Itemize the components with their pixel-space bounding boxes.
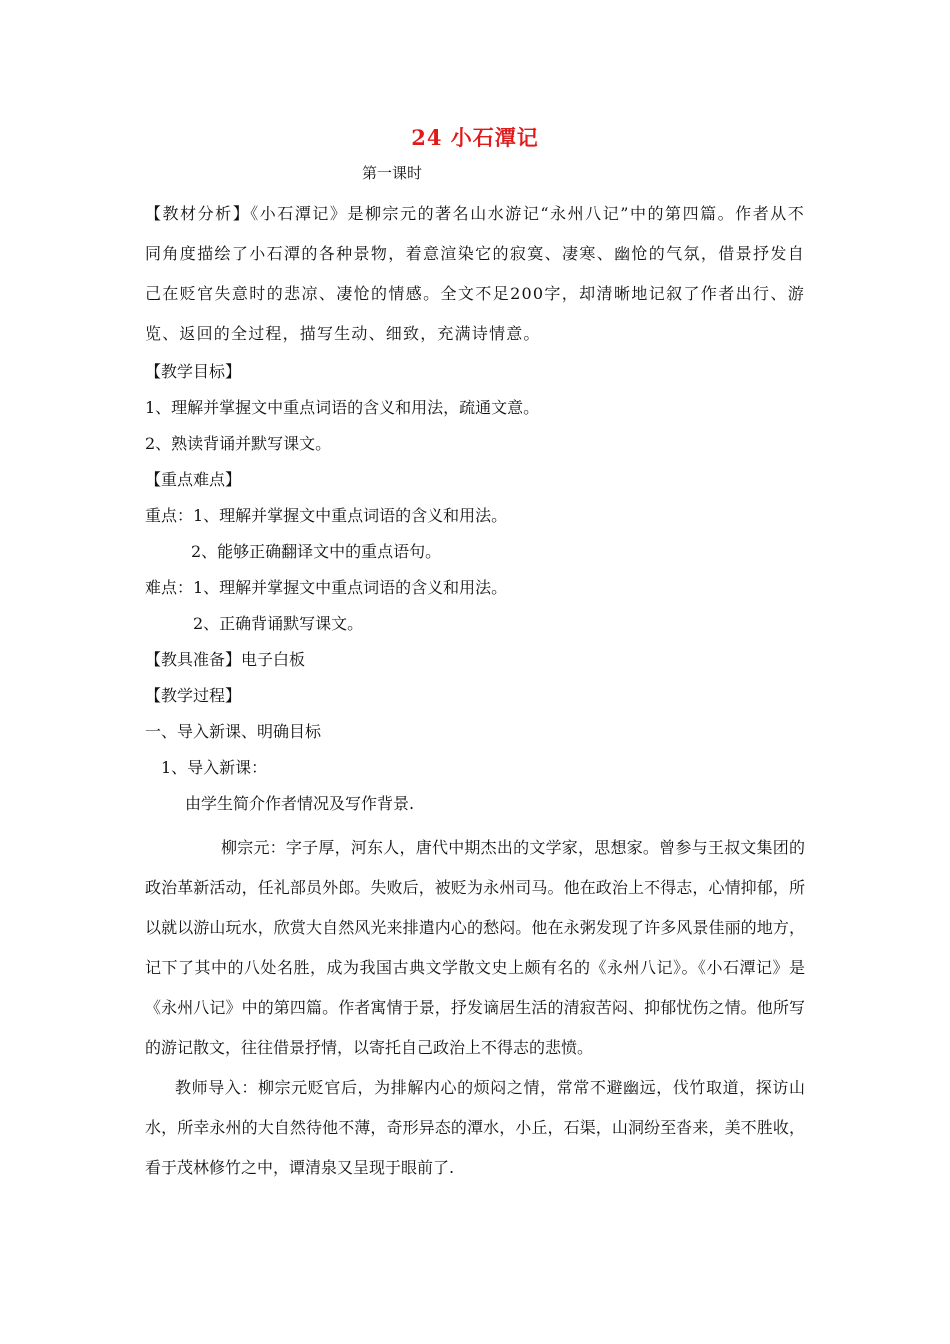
textbook-analysis-paragraph: 【教材分析】《小石潭记》是柳宗元的著名山水游记“永州八记”中的第四篇。作者从不同角度描绘了小石潭的各种景物，着意渲染它的寂寞、凄寒、幽怆的气氛，借景抒发自己在贬官失意时的悲凉、凄怆的情感。全文不足200字，却清晰地记叙了作者出行、游览、返回的全过程，描写生动、细致，充满诗情意。 xyxy=(145,204,805,343)
author-intro-paragraph: 柳宗元：字子厚，河东人，唐代中期杰出的文学家，思想家。曾参与王叔文集团的政治革新活动，任礼部员外郎。失败后，被贬为永州司马。他在政治上不得志，心情抑郁，所以就以游山玩水，欣赏大自然风光来排遣内心的愁闷。他在永粥发现了许多风景佳丽的地方，记下了其中的八处名胜，成为我国古典文学散文史上颇有名的《永州八记》。《小石潭记》是《永州八记》中的第四篇。作者寓情于景，抒发谪居生活的清寂苦闷、抑郁忧伤之情。他所写的游记散文，往往借景抒情，以寄托自己政治上不得志的悲愤。 xyxy=(145,838,805,1057)
goal-item: 1、理解并掌握文中重点词语的含义和用法，疏通文意。 xyxy=(145,398,540,417)
lesson-subtitle: 第一课时 xyxy=(362,164,423,182)
key-points-heading: 【重点难点】 xyxy=(145,470,242,489)
teaching-tools: 【教具准备】电子白板 xyxy=(145,650,306,669)
goals-heading: 【教学目标】 xyxy=(145,362,242,381)
step-text: 由学生简介作者情况及写作背景. xyxy=(185,794,415,813)
difficulty-item: 难点：1、理解并掌握文中重点词语的含义和用法。 xyxy=(145,578,508,597)
step-heading: 1、导入新课： xyxy=(161,758,268,777)
section-heading: 一、导入新课、明确目标 xyxy=(145,722,322,741)
teacher-intro-paragraph: 教师导入：柳宗元贬官后，为排解内心的烦闷之情，常常不避幽远，伐竹取道，探访山水，所幸永州的大自然待他不薄，奇形异态的潭水，小丘，石渠，山洞纷至沓来，美不胜收，看于茂林修竹之中，谭清泉又呈现于眼前了. xyxy=(145,1078,805,1177)
document-title: 24 小石潭记 xyxy=(411,125,539,150)
goal-item: 2、熟读背诵并默写课文。 xyxy=(145,434,332,453)
key-point-item: 重点：1、理解并掌握文中重点词语的含义和用法。 xyxy=(145,506,508,525)
key-point-item: 2、能够正确翻译文中的重点语句。 xyxy=(191,542,442,561)
difficulty-item: 2、正确背诵默写课文。 xyxy=(193,614,364,633)
document-body xyxy=(145,194,805,1188)
process-heading: 【教学过程】 xyxy=(145,686,242,705)
